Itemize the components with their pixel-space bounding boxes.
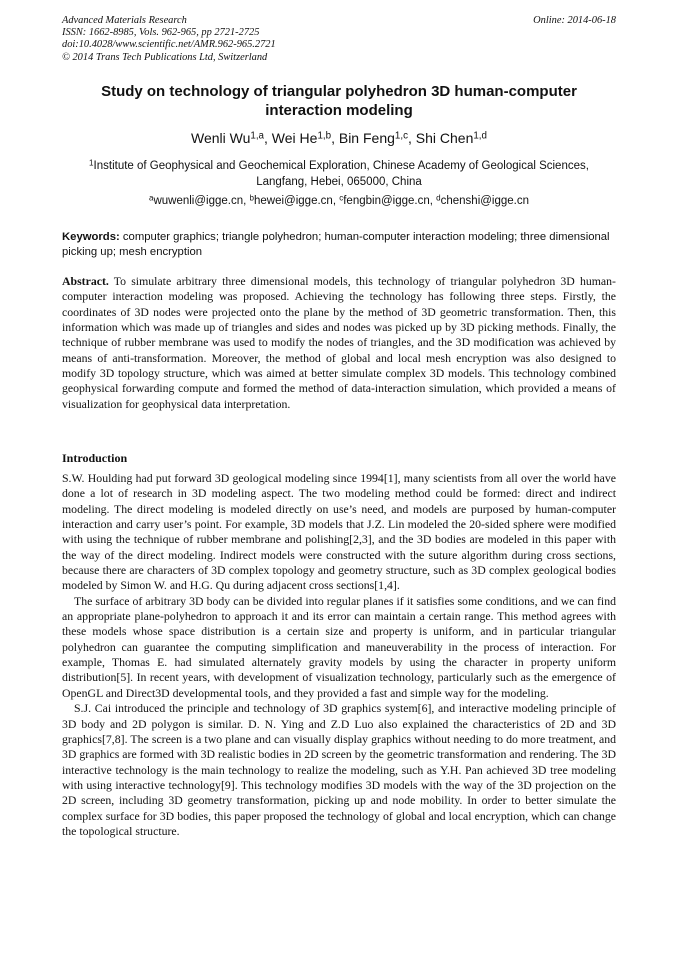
keywords-text: computer graphics; triangle polyhedron; human-computer interaction modeling; three dimensional picking up; mesh encryption (62, 231, 610, 258)
author-name: Wenli Wu (191, 130, 251, 146)
copyright-line: © 2014 Trans Tech Publications Ltd, Switzerland (62, 51, 268, 63)
paragraph: S.W. Houlding had put forward 3D geological modeling since 1994[1], many scientists from all over the world have done a lot of research in 3D modeling aspect. The two modeling method could be formed: direct and indirect modeling. The direct modeling is modeled directly on use’s need, and models are purposed by human-computer interaction and carry user’s point. For example, 3D models that J.Z. Lin modeled the 20-sided sphere were modified with using the technique of rubber membrane and polishing[2,3], and the 3D bodies are modeled in this paper with the way of the direct modeling. Indirect models were constructed with the suture algorithm during cross sections, because there are characters of 3D complex topology and geometry structure, such as 3D complex geological bodies modeled by Simon W. and H.G. Qu during adjacent cross sections[1,4]. (62, 471, 616, 593)
keywords (62, 230, 616, 260)
email-link[interactable]: fengbin@igge.cn (343, 195, 430, 207)
email-mark: d (436, 193, 441, 203)
journal-name: Advanced Materials Research (62, 15, 187, 26)
title-line-2: interaction modeling (265, 102, 413, 119)
introduction-body (62, 471, 616, 839)
author-affil-mark: 1,c (394, 130, 408, 142)
email-mark: a (148, 193, 154, 203)
abstract (62, 274, 616, 412)
journal-header (62, 15, 276, 64)
keywords-label: Keywords: (62, 231, 120, 243)
author-name: Wei He (271, 130, 318, 146)
author-list: Wenli Wu$^{1,a}$, Wei He$^{1,b}$, Bin Feng$^{1,c}$, Shi Chen$^{1,d}$ (191, 130, 487, 146)
abstract-text: To simulate arbitrary three dimensional models, this technology of triangular polyhedron 3D human-computer interaction modeling was proposed. Achieving the technology has following three steps. Firstly, the coordinates of 3D nodes were projected onto the plane by the method of 3D geometric transformation. Then, this information which was made up of triangles and sides and nodes was picked up by 3D picking methods. Finally, the technique of rubber membrane was used to modify the nodes of triangles, and the 3D modification was achieved by means of anti-transformation. Moreover, the method of global and local mesh encryption was also designed to modify 3D topology structure, which was aimed at better simulate complex 3D models. This technology combined geophysical forwarding compute and formed the method of data-interaction simulation, which provided a means of visualization for geophysical data interpretation. (62, 274, 616, 411)
doi-line[interactable]: doi:10.4028/www.scientific.net/AMR.962-965.2721 (62, 39, 276, 51)
affiliation-line-2: Langfang, Hebei, 065000, China (256, 176, 422, 188)
affiliation-mark: 1 (89, 158, 94, 168)
author-affil-mark: 1,d (473, 130, 487, 142)
paper-title (62, 82, 616, 120)
paragraph: The surface of arbitrary 3D body can be divided into regular planes if it satisfies some conditions, and we can find an appropriate plane-polyhedron to approach it and its error can maintain a certain range. This method agrees with these models whose space distribution is a certain size and property is uniform, and in particular triangular polyhedron can guarantee the computing simplification and maneuverability in the process of interaction. For example, Thomas E. had simulated alternately gravity models by using the character in property uniform distribution[5]. In recent years, with development of visualization technology, particularly such as the emergence of OpenGL and Direct3D developmental tools, and they provided a fast and simple way for the modeling. (62, 593, 616, 700)
author-affil-mark: 1,b (317, 130, 332, 142)
affiliation (62, 158, 616, 190)
paragraph: S.J. Cai introduced the principle and technology of 3D graphics system[6], and interactive modeling principle of 3D body and 2D polygon is similar. D. N. Ying and Z.D Luo also explained the characteristics of 2D and 3D graphics[7,8]. The screen is a two plane and can visually display graphics without needing to do more treatment, and 3D graphics are formed with 3D realistic bodies in 2D screen by the geometric transformation and rendering. The 3D interactive technology is the main technology to realize the modeling, such as Y.H. Pan achieved 3D tree modeling with using interactive technology[9]. This technology modifies 3D models with the way of the 3D projection on the 2D screen, including 3D geometry transformation, picking up and node mobility. In order to better simulate the complex surface for 3D bodies, this paper proposed the technology of global and local encryption, which can change the topological structure. (62, 701, 616, 838)
email-link[interactable]: chenshi@igge.cn (440, 195, 530, 207)
online-date: Online: 2014-06-18 (533, 15, 616, 26)
email-link[interactable]: wuwenli@igge.cn (153, 195, 244, 207)
email-list: $^a$wuwenli@igge.cn, $^b$hewei@igge.cn, $^c$fengbin@igge.cn, $^d$chenshi@igge.cn (148, 193, 530, 207)
email-mark: c (339, 193, 344, 203)
issn-line: ISSN: 1662-8985, Vols. 962-965, pp 2721-2725 (62, 27, 260, 39)
author-affil-mark: 1,a (250, 130, 265, 142)
email-link[interactable]: hewei@igge.cn (254, 195, 333, 207)
email-mark: b (249, 193, 254, 203)
author-name: Shi Chen (415, 130, 474, 146)
author-name: Bin Feng (338, 130, 395, 146)
title-line-1: Study on technology of triangular polyhedron 3D human-computer (101, 83, 577, 100)
abstract-label: Abstract. (62, 274, 109, 288)
section-heading-introduction: Introduction (62, 451, 128, 465)
affiliation-line-1: Institute of Geophysical and Geochemical Exploration, Chinese Academy of Geological Sciences, (93, 160, 589, 172)
